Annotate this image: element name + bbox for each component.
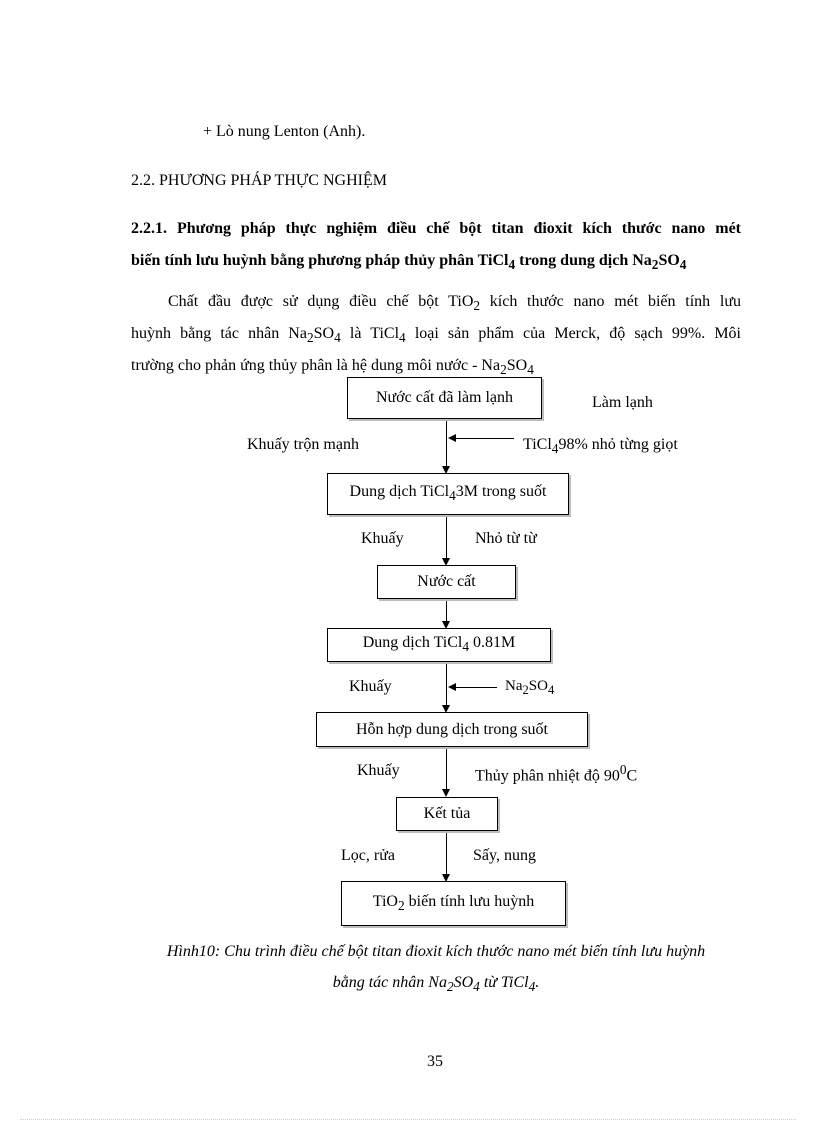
page-number: 35 — [427, 1053, 443, 1070]
label-thuy-phan: Thủy phân nhiệt độ $90^0C$ — [475, 762, 638, 785]
step-cold-distilled-water: Nước cất đã làm lạnh — [347, 377, 542, 419]
na2so4-input-line — [455, 687, 497, 688]
step-distilled-water: Nước cất — [377, 565, 516, 599]
ticl4-input-line — [455, 438, 514, 439]
label-na2so4-input: $Na_2SO_4$ — [505, 678, 555, 697]
intro-line2: huỳnh bằng tác nhân $Na_2SO_4$ là TiCl$_4$ loại sản phẩm của Merck, độ sạch 99%. Môi — [131, 325, 741, 346]
connector-6-7 — [446, 830, 447, 875]
label-khuay-2: Khuấy — [349, 678, 392, 695]
step-sulfur-doped-tio2: TiO$_2$ biến tính lưu huỳnh — [341, 881, 566, 926]
intro-line3: trường cho phản ứng thủy phân là hệ dung môi nước - $Na_2SO_4$ — [131, 357, 534, 378]
subsection-heading-line1: 2.2.1. Phương pháp thực nghiệm điều chế bột titan đioxit kích thước nano mét — [131, 220, 741, 237]
label-khuay-tron-manh: Khuấy trộn mạnh — [247, 436, 359, 453]
connector-5-6 — [446, 746, 447, 790]
label-ticl4-input: TiCl$_4$98% nhỏ từng giọt — [523, 436, 678, 457]
label-khuay-1: Khuấy — [361, 530, 404, 547]
label-lam-lanh: Làm lạnh — [592, 394, 653, 411]
label-khuay-3: Khuấy — [357, 762, 400, 779]
label-loc-rua: Lọc, rửa — [341, 847, 395, 864]
ticl4-input-arrow — [448, 434, 456, 442]
step-precipitate: Kết tủa — [396, 797, 498, 831]
equipment-item: + Lò nung Lenton (Anh). — [203, 123, 366, 140]
step-clear-mixture: Hỗn hợp dung dịch trong suốt — [316, 712, 588, 747]
connector-3-4 — [446, 598, 447, 622]
section-heading: 2.2. PHƯƠNG PHÁP THỰC NGHIỆM — [131, 172, 387, 189]
label-nho-tu-tu: Nhỏ từ từ — [475, 530, 537, 547]
connector-2-3 — [446, 514, 447, 559]
figure-caption-line1: Hình10: Chu trình điều chế bột titan đioxit kích thước nano mét biến tính lưu huỳnh — [166, 943, 706, 960]
label-say-nung: Sấy, nung — [473, 847, 536, 864]
connector-4-5 — [446, 661, 447, 706]
step-ticl4-3m-solution: Dung dịch TiCl$_4$3M trong suốt — [327, 473, 569, 515]
connector-1-2 — [446, 418, 447, 468]
page-bottom-divider — [20, 1119, 796, 1120]
step-ticl4-081m-solution: Dung dịch TiCl$_4$ 0.81M — [327, 628, 551, 662]
arrow-down-5 — [442, 789, 450, 797]
figure-caption-line2: bằng tác nhân $Na_2SO_4$ từ TiCl$_4$. — [332, 974, 540, 995]
na2so4-input-arrow — [448, 683, 456, 691]
subsection-heading-line2: biến tính lưu huỳnh bằng phương pháp thủy phân TiCl$_4$ trong dung dịch $Na_2SO_4$ — [131, 252, 687, 273]
intro-line1: Chất đầu được sử dụng điều chế bột TiO$_2$ kích thước nano mét biến tính lưu — [168, 293, 741, 314]
